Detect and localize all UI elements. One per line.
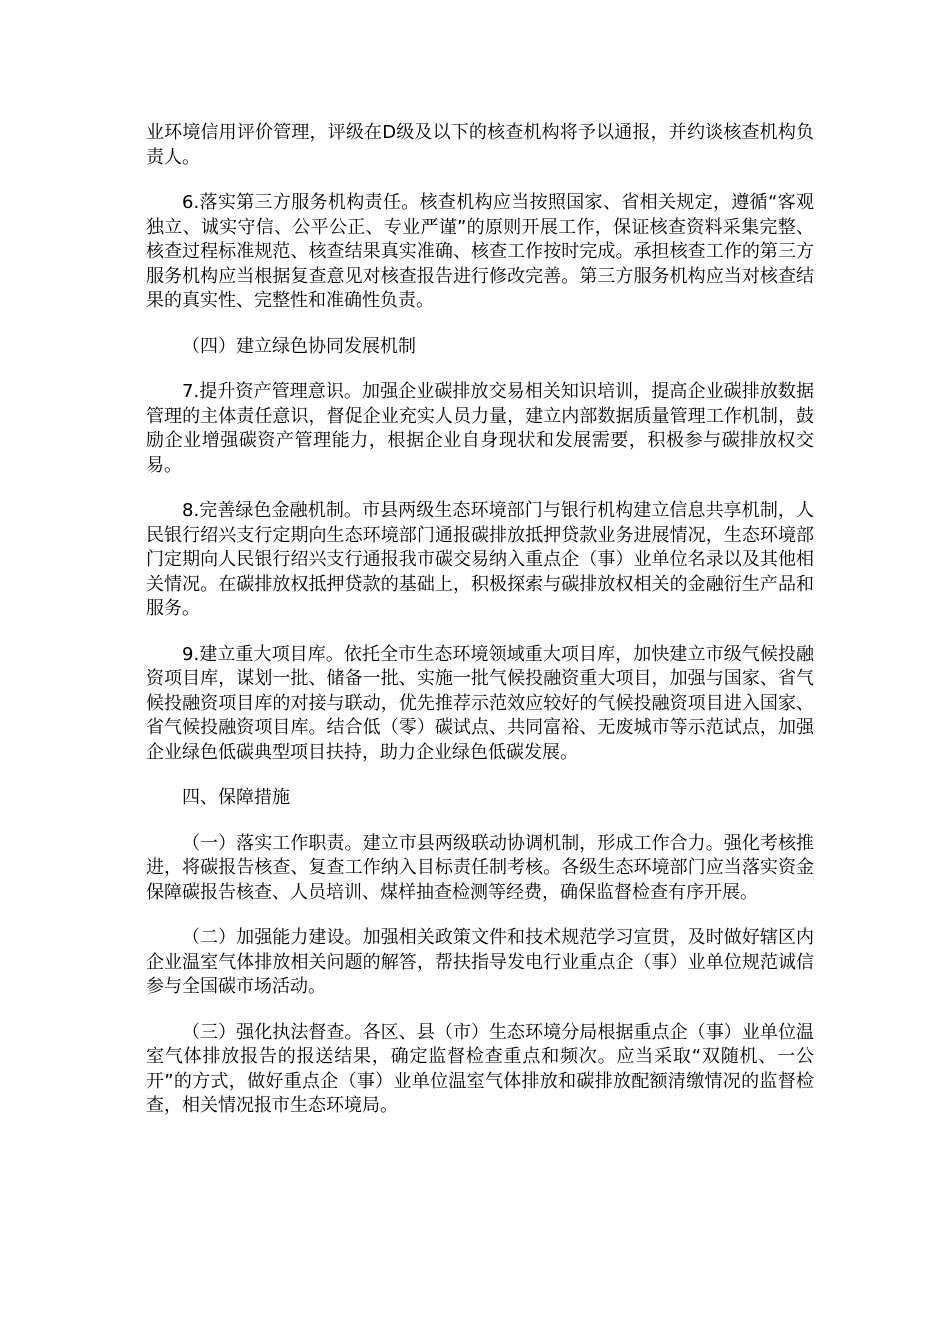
paragraph-item-8: 8.完善绿色金融机制。市县两级生态环境部门与银行机构建立信息共享机制，人民银行绍兴支行定期向生态环境部门通报碳排放抵押贷款业务进展情况，生态环境部门定期向人民银行绍兴支行通报我市碳交易纳入重点企（事）业单位名录以及其他相关情况。在碳排放权抵押贷款的基础上，积极探索与碳排放权相关的金融衍生产品和服务。 — [146, 500, 814, 619]
paragraph-item-7: 7.提升资产管理意识。加强企业碳排放交易相关知识培训，提高企业碳排放数据管理的主体责任意识，督促企业充实人员力量，建立内部数据质量管理工作机制，鼓励企业增强碳资产管理能力，根据企业自身现状和发展需要，积极参与碳排放权交易。 — [146, 381, 814, 476]
section-heading-safeguards: 四、保障措施 — [182, 787, 290, 808]
paragraph-safeguard-3: （三）强化执法督查。各区、县（市）生态环境分局根据重点企（事）业单位温室气体排放报告的报送结果，确定监督检查重点和频次。应当采取“双随机、一公开”的方式，做好重点企（事）业单位温室气体排放和碳排放配额清缴情况的监督检查，相关情况报市生态环境局。 — [146, 1021, 814, 1116]
paragraph-item-9: 9.建立重大项目库。依托全市生态环境领域重大项目库，加快建立市级气候投融资项目库，谋划一批、储备一批、实施一批气候投融资重大项目，加强与国家、省气候投融资项目库的对接与联动，优先推荐示范效应较好的气候投融资项目进入国家、省气候投融资项目库。结合低（零）碳试点、共同富裕、无废城市等示范试点，加强企业绿色低碳典型项目扶持，助力企业绿色低碳发展。 — [146, 643, 814, 763]
document-body — [146, 121, 814, 1140]
paragraph-item-6: 6.落实第三方服务机构责任。核查机构应当按照国家、省相关规定，遵循“客观独立、诚实守信、公平公正、专业严谨”的原则开展工作，保证核查资料采集完整、核查过程标准规范、核查结果真实准确、核查工作按时完成。承担核查工作的第三方服务机构应当根据复查意见对核查报告进行修改完善。第三方服务机构应当对核查结果的真实性、完整性和准确性负责。 — [146, 192, 814, 311]
paragraph-safeguard-2: （二）加强能力建设。加强相关政策文件和技术规范学习宣贯，及时做好辖区内企业温室气体排放相关问题的解答，帮扶指导发电行业重点企（事）业单位规范诚信参与全国碳市场活动。 — [146, 927, 814, 997]
section-heading-4: （四）建立绿色协同发展机制 — [182, 335, 416, 357]
paragraph-safeguard-1: （一）落实工作职责。建立市县两级联动协调机制，形成工作合力。强化考核推进，将碳报告核查、复查工作纳入目标责任制考核。各级生态环境部门应当落实资金保障碳报告核查、人员培训、煤样抽查检测等经费，确保监督检查有序开展。 — [146, 832, 814, 903]
paragraph-continued-credit: 业环境信用评价管理，评级在D级及以下的核查机构将予以通报，并约谈核查机构负责人。 — [146, 122, 814, 168]
